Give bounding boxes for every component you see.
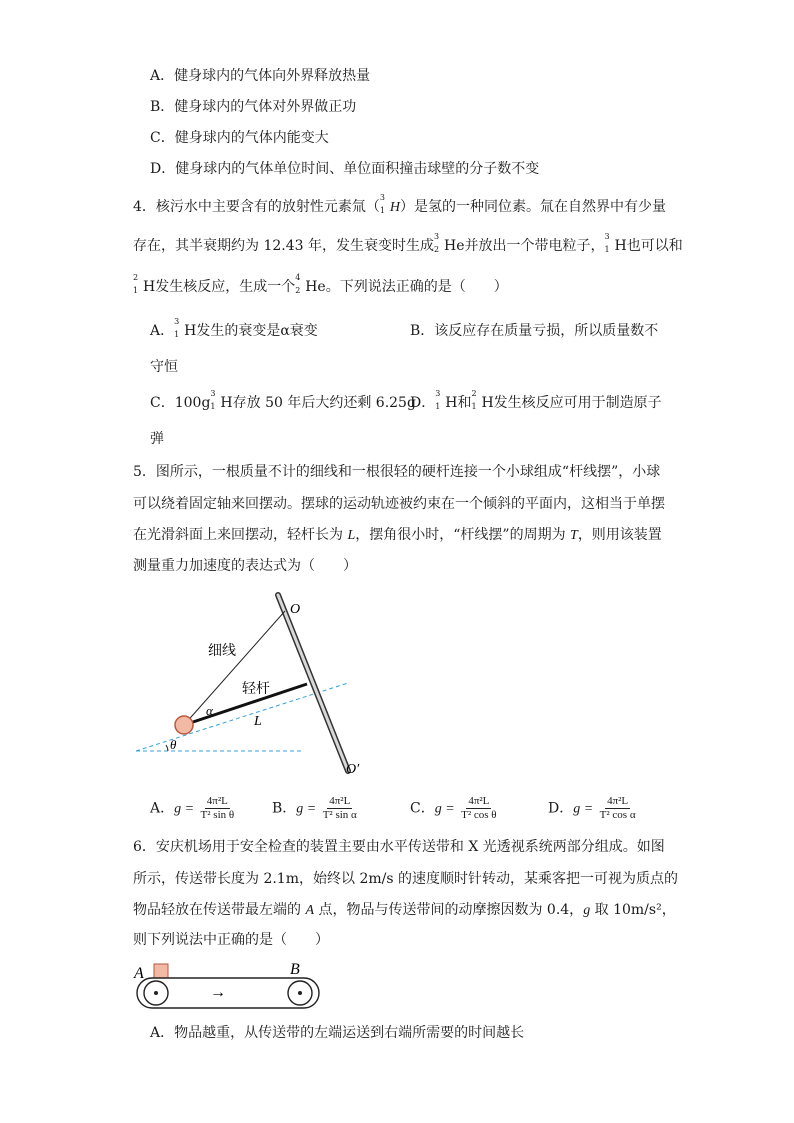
label-thread: 细线 — [208, 644, 236, 659]
q4-option-d: D． 3 1 H和 2 1 H发生核反应可用于制造原子 — [410, 389, 662, 411]
q5-stem-line1: 5．图所示，一根质量不计的细线和一根很轻的硬杆连接一个小球组成“杆线摆”，小球 — [133, 464, 661, 480]
q6-option-a: A．物品越重，从传送带的左端运送到右端所需要的时间越长 — [150, 1025, 525, 1041]
direction-arrow: → — [210, 984, 226, 1001]
q5-option-b: B．g = $\frac{\text{4π²L}}{\text{T² sin α}}$ — [272, 795, 357, 821]
q4-option-b-cont: 守恒 — [150, 359, 178, 375]
q3-option-a: A．健身球内的气体向外界释放热量 — [150, 68, 371, 84]
ball — [175, 716, 193, 734]
q3-option-b: B．健身球内的气体对外界做正功 — [150, 99, 357, 115]
q5-option-a: A．g = $\frac{\text{4π²L}}{\text{T² sin θ}}$ — [150, 795, 235, 821]
label-alpha: α — [206, 703, 213, 718]
axis-rod — [278, 595, 348, 771]
isotope-h2: 2 1 — [133, 273, 139, 295]
label-B: B — [290, 961, 300, 978]
q5-stem-line4: 测量重力加速度的表达式为（ ） — [133, 558, 357, 574]
isotope-h3: 3 1 — [604, 232, 610, 254]
q5-stem-line3: 在光滑斜面上来回摆动，轻杆长为 L，摆角很小时，“杆线摆”的周期为 T，则用该装置 — [133, 527, 662, 543]
q4-option-d-cont: 弹 — [150, 431, 164, 447]
label-L: L — [254, 714, 262, 729]
q6-stem-line2: 所示，传送带长度为 2.1m，始终以 2m/s 的速度顺时针转动，某乘客把一可视为质点的 — [133, 871, 678, 887]
isotope-h3: 3 1 — [379, 193, 386, 215]
q4-option-c: C．100g 3 1 H存放 50 年后大约还剩 6.25g — [150, 389, 416, 411]
q6-stem-line4: 则下列说法中正确的是（ ） — [133, 932, 329, 948]
label-theta: θ — [170, 737, 177, 752]
q4-number: 4． — [133, 199, 156, 215]
q5-option-c: C．g = $\frac{\text{4π²L}}{\text{T² cos θ}}$ — [410, 795, 497, 821]
q6-stem-line1: 6．安庆机场用于安全检查的装置主要由水平传送带和 X 光透视系统两部分组成。如图 — [133, 839, 665, 855]
isotope-he3: 3 2 — [433, 232, 440, 254]
theta-arc — [166, 745, 168, 751]
label-O-prime: O′ — [346, 762, 360, 777]
q3-option-d: D．健身球内的气体单位时间、单位面积撞击球壁的分子数不变 — [150, 161, 540, 177]
q4-option-a: A． 3 1 H发生的衰变是α衰变 — [150, 317, 318, 339]
pendulum-figure — [130, 585, 390, 785]
isotope-he4: 4 2 — [295, 273, 301, 295]
label-O: O — [290, 602, 301, 617]
q5-number: 5． — [133, 464, 156, 480]
q4-option-b: B．该反应存在质量亏损，所以质量数不 — [410, 323, 659, 339]
q4-stem-line2: 存在，其半衰期约为 12.43 年，发生衰变时生成 3 2 He并放出一个带电粒子， 3 1 H也可以和 — [133, 232, 683, 254]
conveyor-figure — [130, 958, 330, 1014]
q5-stem-line2: 可以绕着固定轴来回摆动。摆球的运动轨迹被约束在一个倾斜的平面内，这相当于单摆 — [133, 496, 665, 512]
q4-stem-line3: 2 1 H发生核反应，生成一个 4 2 He。下列说法正确的是（ ） — [133, 273, 508, 295]
q4-stem-line1: 4．核污水中主要含有的放射性元素氚（ 3 1 H）是氢的一种同位素。氚在自然界中有少量 — [133, 193, 667, 215]
label-rod: 轻杆 — [242, 682, 270, 697]
q6-stem-line3: 物品轻放在传送带最左端的 A 点，物品与传送带间的动摩擦因数为 0.4，g 取 10m/s²， — [133, 902, 676, 918]
label-A: A — [134, 965, 144, 982]
q3-option-c: C．健身球内的气体内能变大 — [150, 130, 329, 146]
q6-number: 6． — [133, 839, 156, 855]
item-box — [154, 964, 168, 978]
q5-option-d: D．g = $\frac{\text{4π²L}}{\text{T² cos α}}$ — [548, 795, 636, 821]
